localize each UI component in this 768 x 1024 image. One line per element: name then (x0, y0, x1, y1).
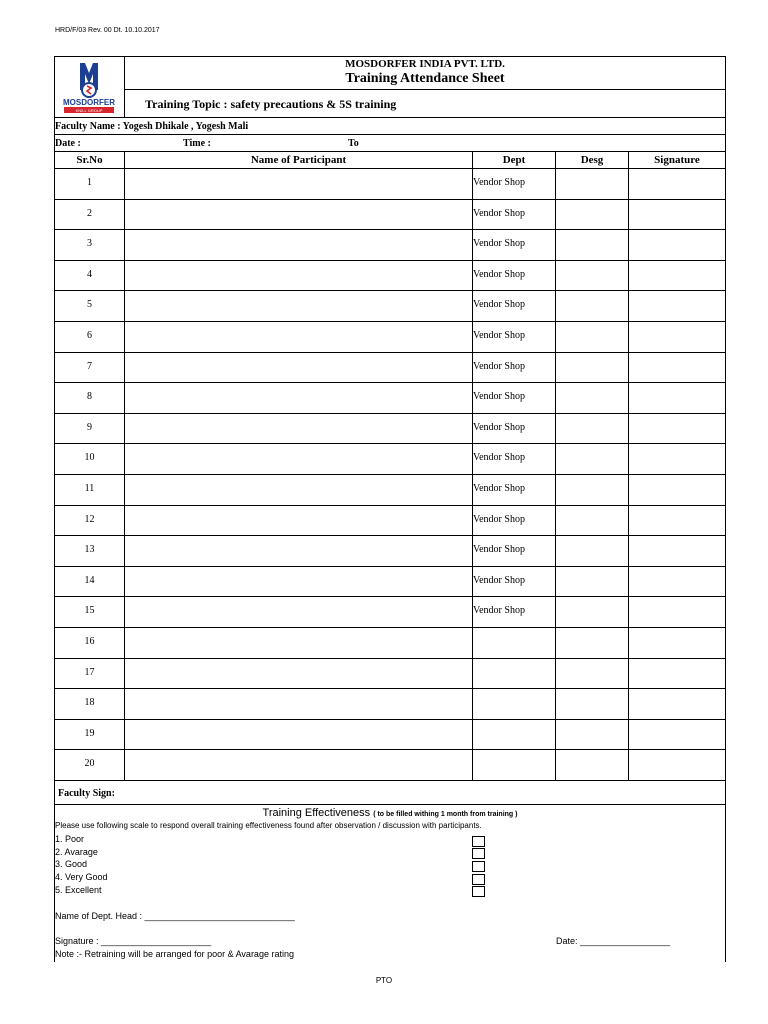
row-number: 6 (87, 330, 92, 341)
row-dept: Vendor Shop (473, 544, 525, 555)
logo-subtext: KNILL GROUP (75, 108, 103, 113)
row-number: 12 (84, 514, 95, 525)
table-header-line (54, 168, 726, 169)
col-header-dept: Dept (502, 154, 526, 166)
row-dept: Vendor Shop (473, 605, 525, 616)
logo-wordmark: MOSDORFER (63, 98, 115, 107)
row-divider (54, 352, 726, 353)
row-dept: Vendor Shop (473, 177, 525, 188)
column-divider (628, 151, 629, 780)
date-field[interactable]: Date: __________________ (556, 936, 671, 946)
row-number: 20 (84, 758, 95, 769)
col-header-desg: Desg (580, 154, 604, 166)
faculty-sign-label: Faculty Sign: (58, 788, 115, 799)
row-number: 3 (87, 238, 92, 249)
dept-head-field[interactable]: Name of Dept. Head : ______________________________ (55, 911, 295, 921)
rating-avarage: 2. Avarage (55, 847, 98, 857)
row-dept: Vendor Shop (473, 269, 525, 280)
row-divider (54, 780, 726, 781)
row-divider (54, 627, 726, 628)
row-number: 5 (87, 299, 92, 310)
row-divider (54, 443, 726, 444)
col-header-signature: Signature (654, 154, 700, 166)
col-header-name: Name of Participant (250, 154, 347, 166)
rating-poor: 1. Poor (55, 834, 85, 844)
time-label: Time : (183, 138, 211, 149)
row-number: 9 (87, 422, 92, 433)
row-number: 18 (84, 697, 95, 708)
effectiveness-subtitle: ( to be filled withing 1 month from training ) (373, 811, 518, 818)
signature-field[interactable]: Signature : ______________________ (55, 936, 212, 946)
training-topic: Training Topic : safety precautions & 5S training (145, 97, 397, 111)
faculty-line (54, 134, 726, 135)
checkbox-good[interactable] (472, 861, 485, 872)
effectiveness-heading: Training Effectiveness (262, 807, 371, 819)
row-divider (54, 413, 726, 414)
row-divider (54, 321, 726, 322)
row-dept: Vendor Shop (473, 361, 525, 372)
row-dept: Vendor Shop (473, 483, 525, 494)
row-divider (54, 260, 726, 261)
row-number: 1 (87, 177, 92, 188)
row-divider (54, 566, 726, 567)
row-dept: Vendor Shop (473, 422, 525, 433)
row-dept: Vendor Shop (473, 238, 525, 249)
checkbox-very-good[interactable] (472, 874, 485, 885)
row-divider (54, 199, 726, 200)
row-dept: Vendor Shop (473, 391, 525, 402)
column-divider (124, 151, 125, 780)
row-number: 13 (84, 544, 95, 555)
row-divider (54, 749, 726, 750)
checkbox-avarage[interactable] (472, 848, 485, 859)
row-divider (54, 658, 726, 659)
row-number: 10 (84, 452, 95, 463)
to-label: To (348, 138, 359, 149)
row-dept: Vendor Shop (473, 299, 525, 310)
rating-very-good: 4. Very Good (55, 872, 108, 882)
row-divider (54, 505, 726, 506)
company-name: MOSDORFER INDIA PVT. LTD. (345, 58, 505, 70)
row-number: 11 (84, 483, 95, 494)
effectiveness-title (55, 807, 725, 819)
effectiveness-instruction: Please use following scale to respond overall training effectiveness found after observation / discussion with participants. (55, 821, 482, 830)
row-number: 8 (87, 391, 92, 402)
row-dept: Vendor Shop (473, 575, 525, 586)
checkbox-excellent[interactable] (472, 886, 485, 897)
row-divider (54, 474, 726, 475)
row-number: 14 (84, 575, 95, 586)
row-number: 4 (87, 269, 92, 280)
mosdorfer-logo (58, 60, 120, 115)
rating-good: 3. Good (55, 859, 88, 869)
date-line (54, 151, 726, 152)
row-dept: Vendor Shop (473, 452, 525, 463)
row-number: 15 (84, 605, 95, 616)
row-divider (54, 596, 726, 597)
row-divider (54, 719, 726, 720)
column-divider (555, 151, 556, 780)
row-number: 19 (84, 728, 95, 739)
header-bottom-line (54, 117, 726, 118)
faculty-sign-line (54, 804, 726, 805)
faculty-name: Faculty Name : Yogesh Dhikale , Yogesh Mali (55, 121, 249, 132)
row-number: 17 (84, 667, 95, 678)
pto-footer: PTO (375, 976, 393, 985)
date-label: Date : (55, 138, 81, 149)
title-divider (124, 89, 726, 90)
row-number: 2 (87, 208, 92, 219)
row-divider (54, 535, 726, 536)
row-divider (54, 688, 726, 689)
row-dept: Vendor Shop (473, 208, 525, 219)
sheet-title: Training Attendance Sheet (345, 71, 505, 86)
retraining-note: Note :- Retraining will be arranged for poor & Avarage rating (55, 949, 294, 959)
rating-excellent: 5. Excellent (55, 885, 102, 895)
row-divider (54, 382, 726, 383)
row-divider (54, 229, 726, 230)
col-header-srno: Sr.No (76, 154, 103, 166)
row-divider (54, 290, 726, 291)
checkbox-poor[interactable] (472, 836, 485, 847)
row-number: 7 (87, 361, 92, 372)
row-dept: Vendor Shop (473, 330, 525, 341)
document-reference: HRD/F/03 Rev. 00 Dt. 10.10.2017 (55, 27, 160, 34)
row-dept: Vendor Shop (473, 514, 525, 525)
row-number: 16 (84, 636, 95, 647)
